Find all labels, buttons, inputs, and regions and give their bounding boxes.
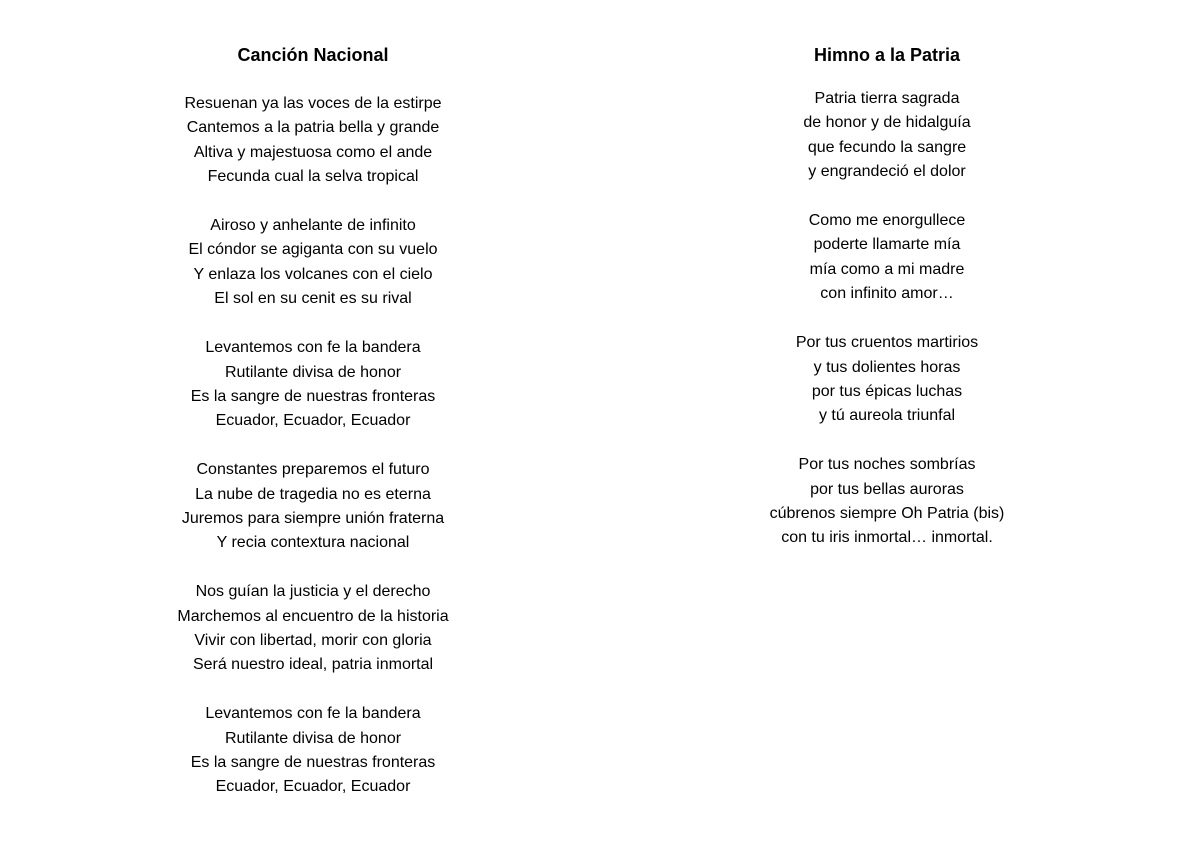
song-title: Canción Nacional [237,45,389,65]
song-title: Himno a la Patria [813,45,961,65]
stanza [687,87,1087,185]
verse-line: Rutilante divisa de honor [224,363,402,381]
stanza [687,331,1087,429]
verse-line: con infinito amor… [820,285,954,303]
verse-line: Por tus noches sombrías [798,456,976,474]
stanza [113,458,513,556]
stanza-chorus [113,702,513,800]
verse-line: Ecuador, Ecuador, Ecuador [215,412,411,430]
verse-line: de honor y de hidalguía [803,114,971,132]
stanza-chorus [113,336,513,434]
song-column-himno-a-la-patria [687,40,1087,575]
verse-line: Marchemos al encuentro de la historia [177,607,449,625]
verse-line: Será nuestro ideal, patria inmortal [192,656,434,674]
verse-line: Levantemos con fe la bandera [205,705,421,723]
verse-line: Por tus cruentos martirios [795,334,979,352]
stanza [113,580,513,678]
verse-line: y tus dolientes horas [813,358,961,376]
verse-line: El cóndor se agiganta con su vuelo [188,241,438,259]
verse-line: Es la sangre de nuestras fronteras [190,754,436,772]
verse-line: Como me enorgullece [808,212,966,230]
stanza [687,209,1087,307]
verse-line: mía como a mi madre [809,260,965,278]
verse-line: con tu iris inmortal… inmortal. [781,529,993,547]
verse-line: Y enlaza los volcanes con el cielo [193,265,433,283]
verse-line: y tú aureola triunfal [818,407,956,425]
verse-line: Juremos para siempre unión fraterna [181,509,445,527]
verse-line: Fecunda cual la selva tropical [207,168,419,186]
stanza [113,214,513,312]
verse-line: Constantes preparemos el futuro [196,461,430,479]
verse-line: El sol en su cenit es su rival [214,290,412,308]
verse-line: Es la sangre de nuestras fronteras [190,387,436,405]
verse-line: Altiva y majestuosa como el ande [193,143,433,161]
verse-line: cúbrenos siempre Oh Patria (bis) [769,504,1005,522]
stanza [113,92,513,190]
verse-line: y engrandeció el dolor [808,163,966,181]
verse-line: por tus bellas auroras [810,480,964,498]
verse-line: poderte llamarte mía [813,236,961,254]
verse-line: por tus épicas luchas [811,382,963,400]
verse-line: Airoso y anhelante de infinito [210,217,416,235]
stanza [687,453,1087,551]
verse-line: Y recia contextura nacional [216,534,410,552]
verse-line: Patria tierra sagrada [814,90,960,107]
verse-line: Levantemos con fe la bandera [205,339,421,357]
verse-line: Ecuador, Ecuador, Ecuador [215,778,411,796]
verse-line: Resuenan ya las voces de la estirpe [184,95,442,112]
verse-line: Vivir con libertad, morir con gloria [194,632,432,650]
verse-line: Rutilante divisa de honor [224,729,402,747]
verse-line: Nos guían la justicia y el derecho [195,583,431,601]
song-column-cancion-nacional [113,40,513,824]
verse-line: Cantemos a la patria bella y grande [186,119,440,137]
verse-line: que fecundo la sangre [807,138,967,156]
verse-line: La nube de tragedia no es eterna [195,485,431,503]
